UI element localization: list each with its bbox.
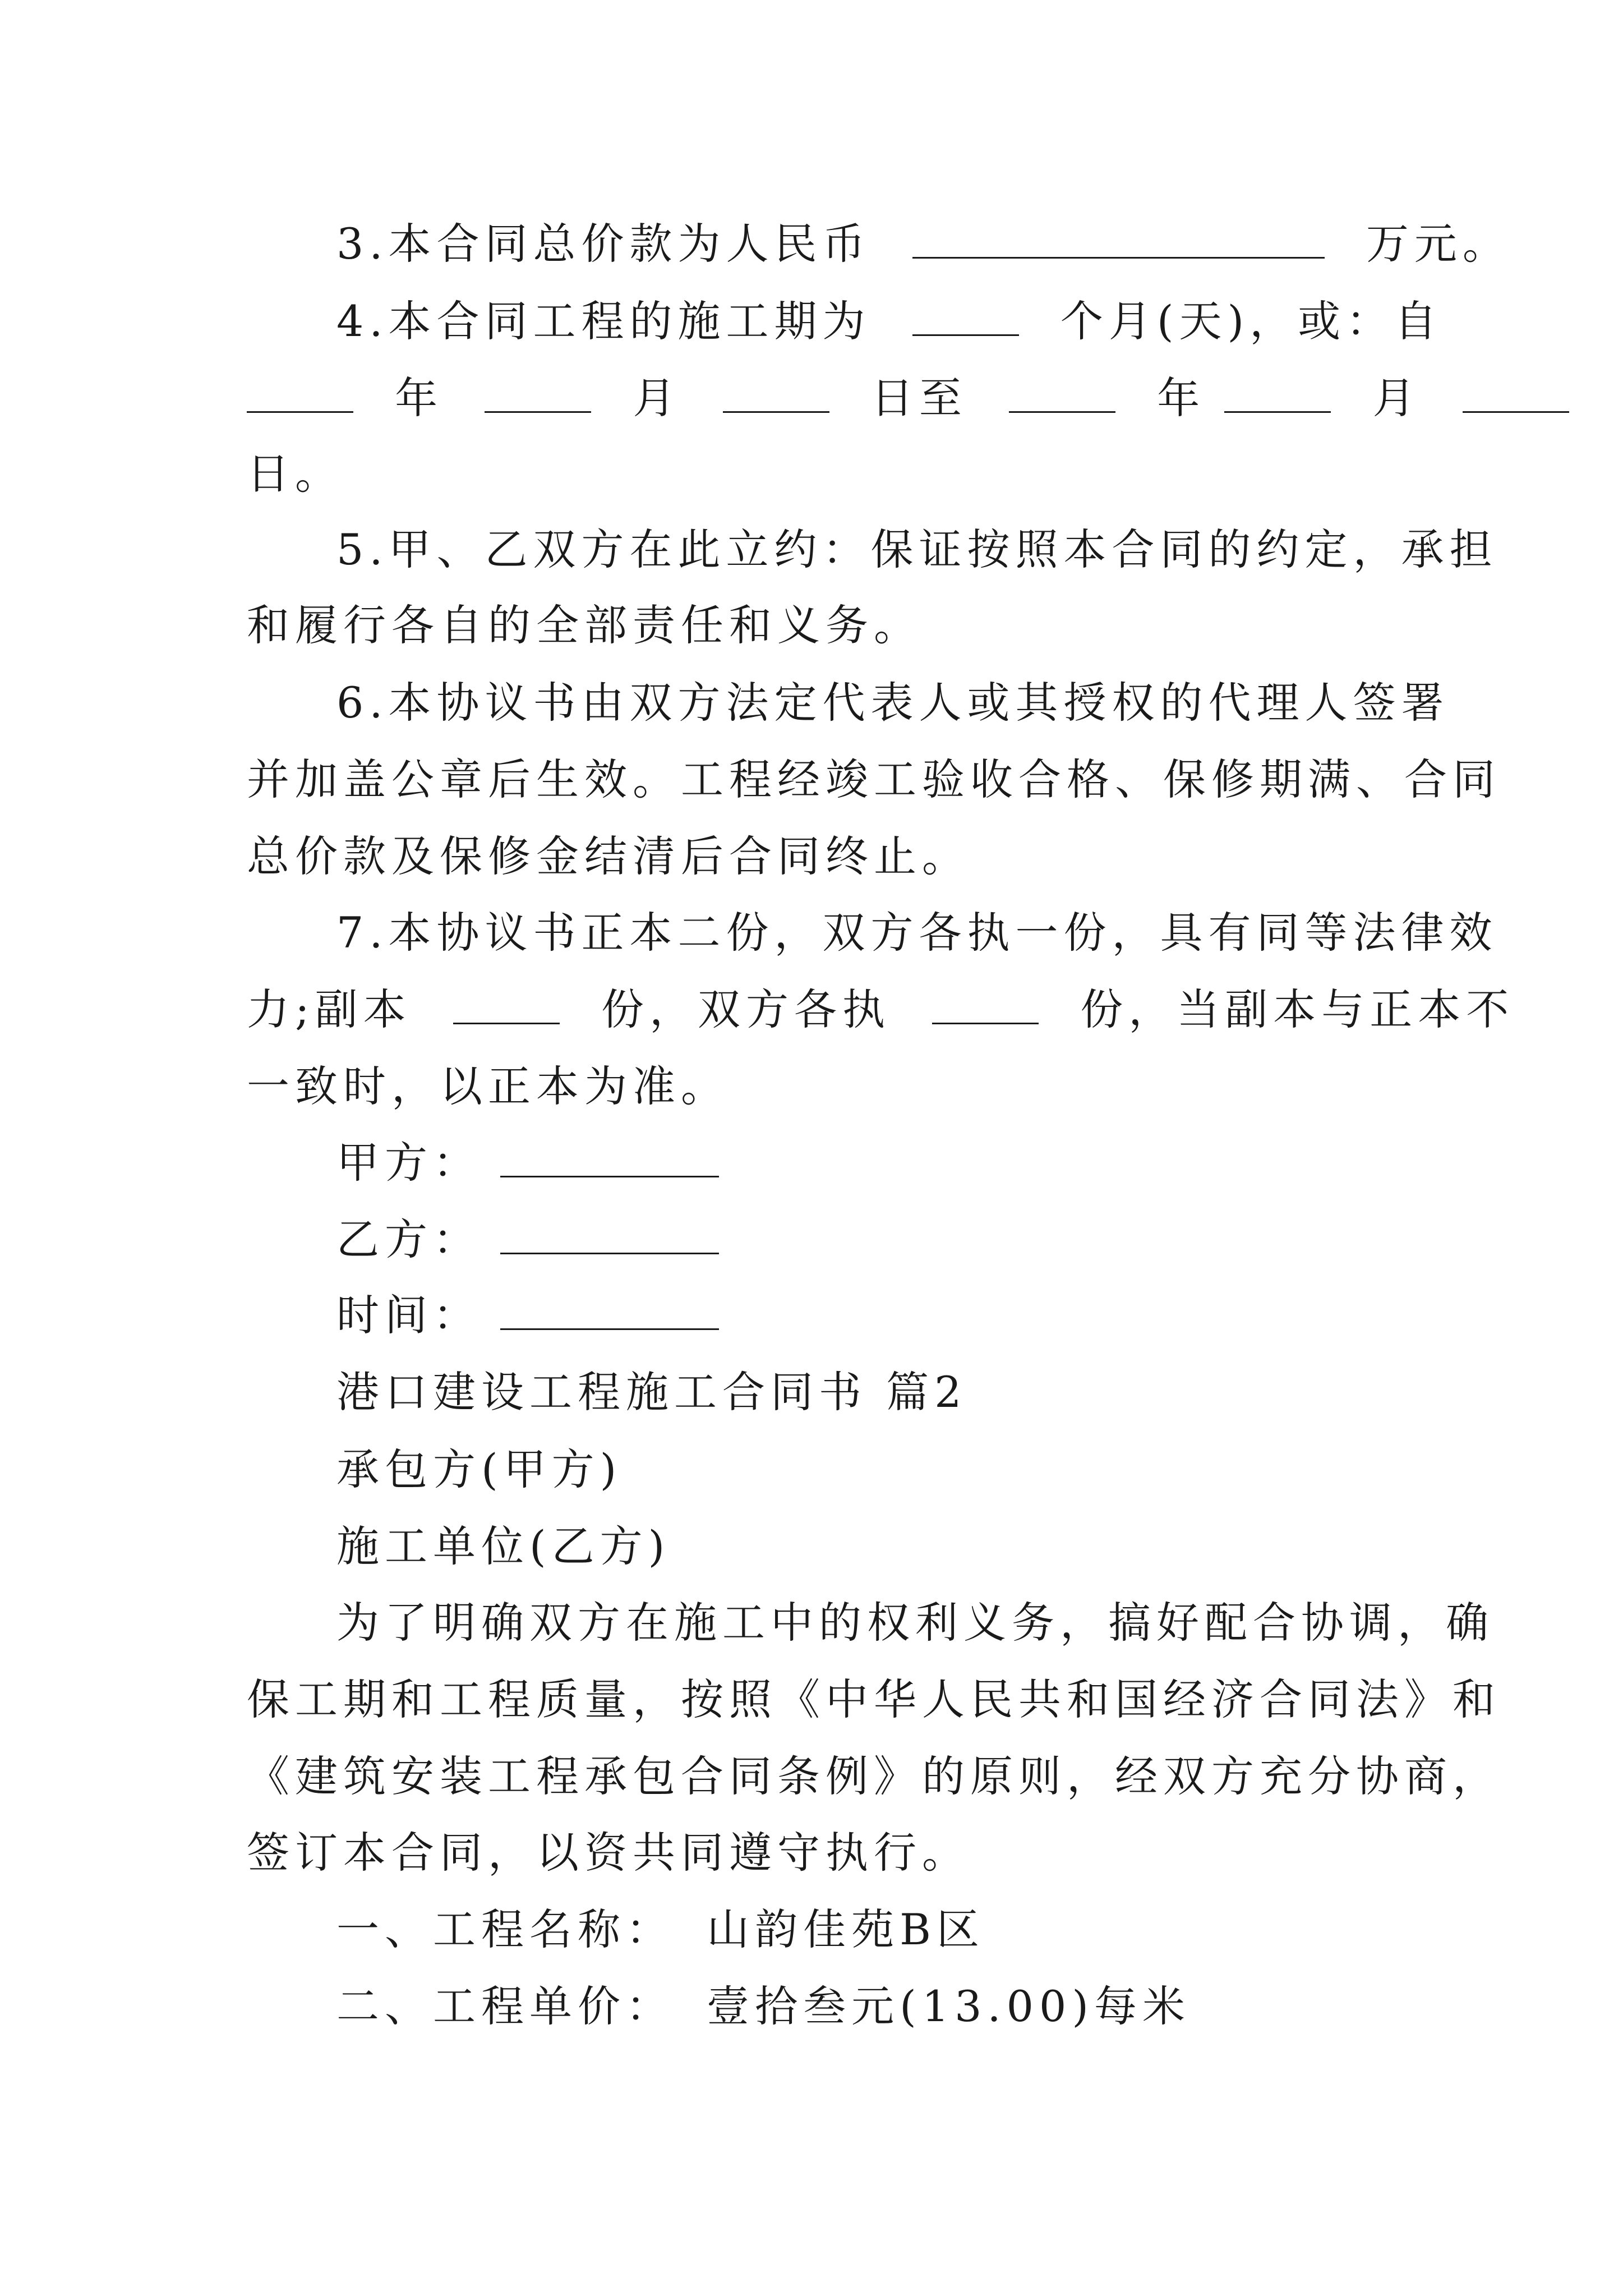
start-year-blank	[247, 374, 353, 413]
paragraph-line: 6.本协议书由双方法定代表人或其授权的代理人签署	[336, 678, 1450, 728]
end-day-blank	[1463, 374, 1569, 413]
month-label: 月	[633, 373, 681, 423]
party-a-label: 甲方：	[336, 1138, 481, 1188]
date-label: 时间：	[336, 1290, 481, 1340]
unit-price-label: 二、工程单价：	[336, 1981, 674, 2031]
paragraph-line: 一致时，以正本为准。	[247, 1061, 729, 1111]
paragraph-line: 总价款及保修金结清后合同终止。	[247, 831, 970, 881]
paragraph-line: 为了明确双方在施工中的权利义务，搞好配合协调，确	[336, 1598, 1494, 1648]
end-month-blank	[1224, 374, 1331, 413]
start-day-blank	[723, 374, 829, 413]
paragraph-line: 和履行各自的全部责任和义务。	[247, 600, 922, 650]
party-b-label: 乙方：	[336, 1214, 481, 1264]
paragraph-line: 承包方(甲方)	[336, 1444, 623, 1494]
clause-4-duration	[336, 293, 1442, 349]
clause-7-text: 力;副本	[247, 984, 412, 1034]
clause-4-text: 4.本合同工程的施工期为	[336, 296, 871, 346]
section-heading: 港口建设工程施工合同书 篇2	[336, 1367, 967, 1417]
clause-3-total-price	[336, 216, 1511, 272]
total-price-blank	[912, 220, 1325, 259]
clause-4-dates	[247, 370, 1569, 426]
party-a-signature	[336, 1135, 719, 1191]
duration-months-blank	[912, 297, 1019, 336]
paragraph-line: 5.甲、乙双方在此立约：保证按照本合同的约定，承担	[336, 524, 1498, 574]
clause-7-copies	[247, 982, 1514, 1038]
paragraph-line: 施工单位(乙方)	[336, 1521, 671, 1571]
copies-each-blank	[932, 986, 1039, 1024]
project-name-label: 一、工程名称：	[336, 1904, 674, 1954]
paragraph-line: 签订本合同，以资共同遵守执行。	[247, 1828, 970, 1878]
date-blank	[500, 1291, 719, 1330]
start-month-blank	[485, 374, 591, 413]
end-year-blank	[1009, 374, 1115, 413]
paragraph-line: 保工期和工程质量，按照《中华人民共和国经济合同法》和	[247, 1674, 1501, 1724]
unit-price-value: 壹拾叁元(13.00)每米	[707, 1981, 1191, 2031]
clause-3-text: 3.本合同总价款为人民币	[336, 219, 871, 269]
unit-price-line	[336, 1978, 1191, 2035]
clause-7-text-3: 份，当副本与正本不	[1080, 984, 1515, 1034]
year-label-2: 年	[1157, 373, 1206, 423]
paragraph-line: 日。	[247, 449, 343, 499]
paragraph-line: 7.本协议书正本二份，双方各执一份，具有同等法律效	[336, 908, 1498, 958]
clause-4-text-2: 个月(天)，或：自	[1060, 296, 1443, 346]
clause-7-text-2: 份，双方各执	[601, 984, 891, 1034]
month-label-2: 月	[1372, 373, 1421, 423]
year-label: 年	[395, 373, 444, 423]
copies-count-blank	[453, 986, 560, 1024]
project-name-line	[336, 1902, 985, 1958]
date-signature	[336, 1287, 719, 1343]
party-b-signature	[336, 1212, 719, 1268]
project-name-value: 山韵佳苑B区	[707, 1904, 985, 1954]
paragraph-line: 《建筑安装工程承包合同条例》的原则，经双方充分协商，	[247, 1751, 1501, 1801]
party-b-blank	[500, 1216, 719, 1254]
clause-3-unit: 万元。	[1366, 219, 1511, 269]
party-a-blank	[500, 1139, 719, 1177]
day-to-label: 日至	[870, 373, 967, 423]
paragraph-line: 并加盖公章后生效。工程经竣工验收合格、保修期满、合同	[247, 754, 1501, 804]
